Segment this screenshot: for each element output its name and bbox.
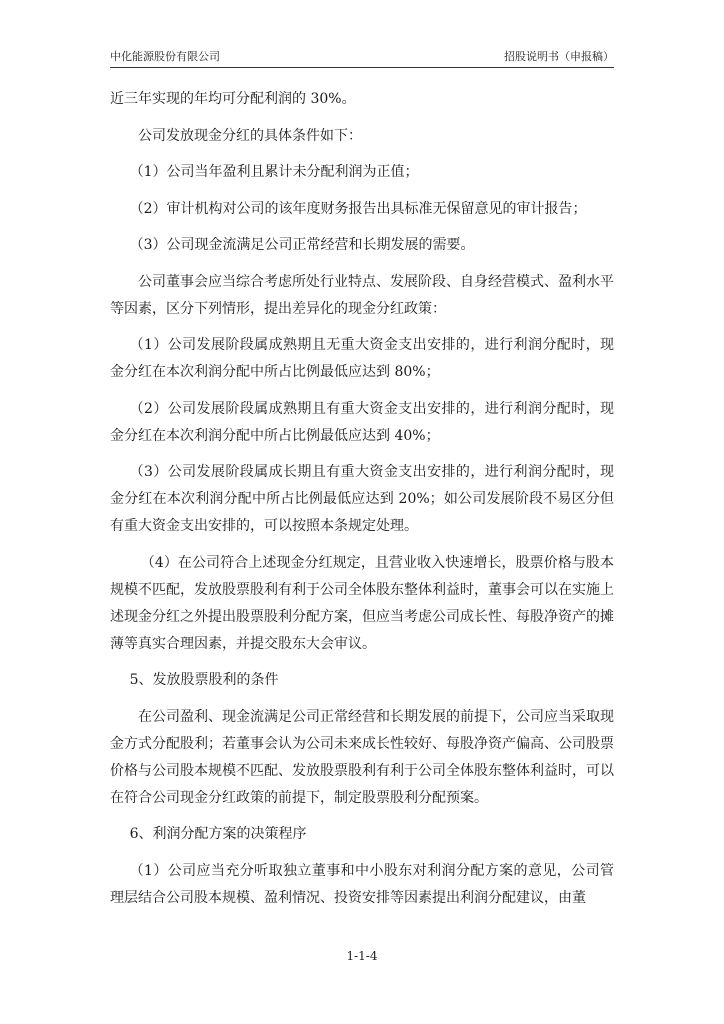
header-document-title: 招股说明书（申报稿） [504, 50, 614, 63]
list-item: （1）公司应当充分听取独立董事和中小股东对利润分配方案的意见，公司管理层结合公司股本规模、盈利情况、投资安排等因素提出利润分配建议，由董 [110, 862, 614, 906]
page-header [110, 50, 614, 68]
list-item: （4）在公司符合上述现金分红规定，且营业收入快速增长，股票价格与股本规模不匹配，发放股票股利有利于公司全体股东整体利益时，董事会可以在实施上述现金分红之外提出股票股利分配方案，但应当考虑公司成长性、每股净资产的摊薄等真实合理因素，并提交股东大会审议。 [110, 554, 614, 652]
list-item: （1）公司发展阶段属成熟期且无重大资金支出安排的，进行利润分配时，现金分红在本次利润分配中所占比例最低应达到 80%； [110, 337, 614, 380]
paragraph: 公司董事会应当综合考虑所处行业特点、发展阶段、自身经营模式、盈利水平等因素，区分下列情形，提出差异化的现金分红政策： [110, 273, 614, 317]
page-number: 1-1-4 [346, 949, 378, 963]
section-heading: 5、发放股票股利的条件 [129, 672, 279, 688]
header-divider [110, 67, 614, 68]
list-item: （2）公司发展阶段属成熟期且有重大资金支出安排的，进行利润分配时，现金分红在本次利润分配中所占比例最低应达到 40%； [110, 400, 614, 444]
list-item: （1）公司当年盈利且累计未分配利润为正值； [129, 164, 419, 180]
document-body [110, 86, 614, 912]
list-item: （2）审计机构对公司的该年度财务报告出具标准无保留意见的审计报告； [129, 200, 587, 217]
list-item: （3）公司现金流满足公司正常经营和长期发展的需要。 [129, 237, 475, 253]
paragraph: 在公司盈利、现金流满足公司正常经营和长期发展的前提下，公司应当采取现金方式分配股利；若董事会认为公司未来成长性较好、每股净资产偏高、公司股票价格与公司股本规模不匹配、发放股票股利有利于公司全体股东整体利益时，可以在符合公司现金分红政策的前提下，制定股票股利分配预案。 [110, 708, 614, 806]
paragraph: 近三年实现的年均可分配利润的 30%。 [110, 91, 356, 107]
header-company-name: 中化能源股份有限公司 [110, 50, 220, 63]
list-item: （3）公司发展阶段属成长期且有重大资金支出安排的，进行利润分配时，现金分红在本次利润分配中所占比例最低应达到 20%；如公司发展阶段不易区分但有重大资金支出安排的，可以按照本条规定处理。 [110, 464, 614, 534]
paragraph: 公司发放现金分红的具体条件如下： [138, 127, 362, 144]
section-heading: 6、利润分配方案的决策程序 [129, 826, 307, 842]
